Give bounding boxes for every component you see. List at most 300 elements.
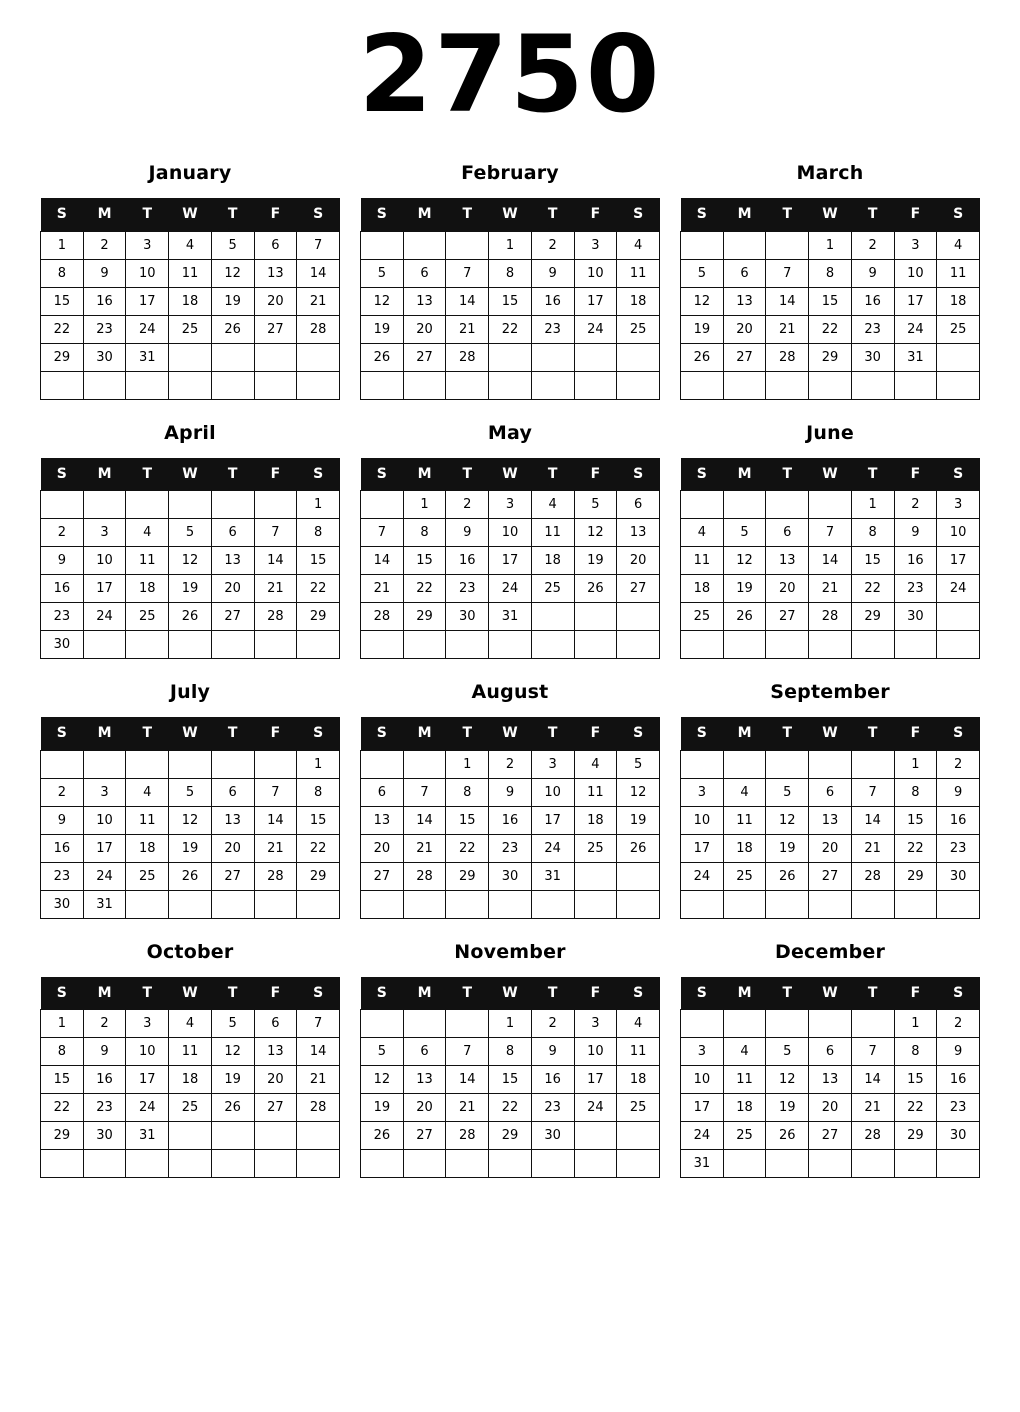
day-cell: 26 — [681, 343, 724, 371]
day-cell: 26 — [723, 603, 766, 631]
day-cell: 7 — [851, 778, 894, 806]
day-cell-empty — [809, 371, 852, 399]
day-cell: 12 — [361, 287, 404, 315]
week-row — [41, 603, 340, 631]
week-row — [681, 547, 980, 575]
weekday-header: T — [446, 458, 489, 491]
month-name: February — [461, 162, 559, 184]
weekday-header: M — [403, 198, 446, 231]
day-cell: 29 — [851, 603, 894, 631]
day-cell: 30 — [531, 1122, 574, 1150]
week-row — [41, 519, 340, 547]
day-cell: 17 — [681, 1094, 724, 1122]
week-row — [681, 1122, 980, 1150]
day-cell: 25 — [169, 315, 212, 343]
weekday-header: F — [574, 717, 617, 750]
week-row — [41, 1066, 340, 1094]
day-cell: 17 — [937, 547, 980, 575]
weekday-header-row — [361, 198, 660, 231]
day-cell: 1 — [446, 750, 489, 778]
day-cell: 24 — [681, 862, 724, 890]
day-cell: 21 — [446, 315, 489, 343]
month-name: July — [169, 681, 211, 703]
day-cell: 29 — [297, 603, 340, 631]
day-cell: 5 — [361, 259, 404, 287]
day-cell: 7 — [361, 519, 404, 547]
day-cell: 5 — [169, 519, 212, 547]
week-row — [681, 890, 980, 918]
day-cell: 24 — [574, 315, 617, 343]
day-cell: 13 — [361, 806, 404, 834]
day-cell: 14 — [851, 1066, 894, 1094]
weekday-header: M — [403, 717, 446, 750]
day-cell: 12 — [681, 287, 724, 315]
day-cell-empty — [297, 1150, 340, 1178]
day-cell: 30 — [937, 862, 980, 890]
day-cell: 9 — [937, 1038, 980, 1066]
day-cell-empty — [211, 631, 254, 659]
day-cell: 13 — [723, 287, 766, 315]
day-cell: 4 — [723, 778, 766, 806]
day-cell-empty — [126, 750, 169, 778]
day-cell: 15 — [851, 547, 894, 575]
day-cell: 11 — [723, 806, 766, 834]
day-cell: 5 — [211, 1010, 254, 1038]
weekday-header: F — [574, 458, 617, 491]
day-cell: 4 — [531, 491, 574, 519]
day-cell: 1 — [403, 491, 446, 519]
day-cell: 17 — [574, 287, 617, 315]
day-cell: 10 — [126, 1038, 169, 1066]
day-cell: 9 — [531, 1038, 574, 1066]
day-cell: 18 — [723, 1094, 766, 1122]
week-row — [41, 287, 340, 315]
day-cell: 18 — [126, 575, 169, 603]
week-row — [361, 519, 660, 547]
week-row — [361, 315, 660, 343]
day-cell: 12 — [723, 547, 766, 575]
day-cell: 5 — [766, 1038, 809, 1066]
day-cell: 4 — [126, 519, 169, 547]
weekday-header: T — [126, 198, 169, 231]
day-cell: 14 — [851, 806, 894, 834]
month-block-february — [350, 156, 670, 400]
day-cell-empty — [211, 1150, 254, 1178]
weekday-header: S — [361, 977, 404, 1010]
day-cell-empty — [211, 343, 254, 371]
weekday-header: T — [126, 717, 169, 750]
day-cell: 22 — [41, 315, 84, 343]
day-cell-empty — [361, 491, 404, 519]
day-cell: 29 — [403, 603, 446, 631]
day-cell: 3 — [83, 519, 126, 547]
day-cell: 9 — [446, 519, 489, 547]
day-cell: 22 — [446, 834, 489, 862]
day-cell: 31 — [126, 1122, 169, 1150]
day-cell: 12 — [169, 806, 212, 834]
day-cell-empty — [297, 343, 340, 371]
day-cell-empty — [403, 750, 446, 778]
day-cell-empty — [83, 631, 126, 659]
day-cell: 14 — [809, 547, 852, 575]
day-cell: 5 — [574, 491, 617, 519]
weekday-header: W — [809, 717, 852, 750]
day-cell: 9 — [531, 259, 574, 287]
week-row — [361, 1066, 660, 1094]
day-cell: 3 — [681, 778, 724, 806]
day-cell: 28 — [446, 343, 489, 371]
week-row — [41, 547, 340, 575]
day-cell: 11 — [169, 259, 212, 287]
day-cell: 25 — [723, 862, 766, 890]
day-cell: 31 — [681, 1150, 724, 1178]
day-cell: 30 — [489, 862, 532, 890]
week-row — [361, 575, 660, 603]
day-cell: 13 — [211, 806, 254, 834]
day-cell: 14 — [297, 1038, 340, 1066]
weekday-header: S — [297, 458, 340, 491]
day-cell-empty — [681, 750, 724, 778]
day-cell: 19 — [169, 575, 212, 603]
weekday-header-row — [361, 458, 660, 491]
day-cell: 3 — [574, 1010, 617, 1038]
day-cell: 11 — [937, 259, 980, 287]
day-cell: 30 — [851, 343, 894, 371]
day-cell: 8 — [894, 778, 937, 806]
week-row — [681, 834, 980, 862]
day-cell: 23 — [531, 315, 574, 343]
day-cell: 4 — [169, 1010, 212, 1038]
day-cell: 20 — [809, 834, 852, 862]
week-row — [681, 287, 980, 315]
weekday-header: T — [211, 198, 254, 231]
day-cell-empty — [766, 1010, 809, 1038]
day-cell: 26 — [766, 1122, 809, 1150]
day-cell-empty — [403, 890, 446, 918]
day-cell: 24 — [574, 1094, 617, 1122]
weekday-header-row — [41, 977, 340, 1010]
day-cell: 2 — [83, 231, 126, 259]
week-row — [681, 343, 980, 371]
day-cell: 17 — [83, 834, 126, 862]
weekday-header: T — [531, 198, 574, 231]
day-cell: 12 — [766, 1066, 809, 1094]
day-cell: 25 — [169, 1094, 212, 1122]
day-cell-empty — [809, 631, 852, 659]
day-cell-empty — [617, 343, 660, 371]
day-cell: 3 — [489, 491, 532, 519]
day-cell: 4 — [126, 778, 169, 806]
day-cell-empty — [446, 1010, 489, 1038]
week-row — [41, 371, 340, 399]
week-row — [41, 1150, 340, 1178]
day-cell-empty — [766, 631, 809, 659]
day-cell: 25 — [723, 1122, 766, 1150]
day-cell: 5 — [361, 1038, 404, 1066]
day-cell: 23 — [851, 315, 894, 343]
day-cell: 20 — [211, 834, 254, 862]
day-cell-empty — [531, 603, 574, 631]
day-cell: 28 — [361, 603, 404, 631]
day-cell-empty — [574, 343, 617, 371]
day-cell: 26 — [766, 862, 809, 890]
day-cell: 16 — [446, 547, 489, 575]
day-cell: 7 — [851, 1038, 894, 1066]
day-cell: 28 — [766, 343, 809, 371]
day-cell-empty — [937, 631, 980, 659]
day-cell: 6 — [361, 778, 404, 806]
day-cell-empty — [489, 1150, 532, 1178]
day-cell: 26 — [169, 862, 212, 890]
day-cell: 21 — [446, 1094, 489, 1122]
day-cell: 8 — [41, 259, 84, 287]
week-row — [681, 519, 980, 547]
day-cell: 18 — [169, 1066, 212, 1094]
week-row — [41, 862, 340, 890]
day-cell: 10 — [937, 519, 980, 547]
day-cell: 19 — [766, 1094, 809, 1122]
day-cell: 30 — [937, 1122, 980, 1150]
day-cell: 8 — [41, 1038, 84, 1066]
day-cell-empty — [617, 1150, 660, 1178]
month-name: November — [454, 940, 566, 963]
day-cell: 26 — [617, 834, 660, 862]
day-cell-empty — [254, 1122, 297, 1150]
week-row — [361, 750, 660, 778]
day-cell: 25 — [937, 315, 980, 343]
weekday-header: T — [211, 458, 254, 491]
day-cell: 4 — [169, 231, 212, 259]
day-cell: 6 — [766, 519, 809, 547]
day-cell: 28 — [851, 1122, 894, 1150]
day-cell-empty — [403, 1010, 446, 1038]
day-cell-empty — [361, 631, 404, 659]
weekday-header: T — [446, 717, 489, 750]
day-cell: 29 — [489, 1122, 532, 1150]
day-cell: 19 — [361, 1094, 404, 1122]
weekday-header: F — [254, 977, 297, 1010]
day-cell: 8 — [297, 778, 340, 806]
day-cell: 18 — [574, 806, 617, 834]
day-cell: 24 — [83, 603, 126, 631]
week-row — [41, 1038, 340, 1066]
day-cell: 1 — [809, 231, 852, 259]
day-cell: 15 — [809, 287, 852, 315]
day-cell: 21 — [851, 1094, 894, 1122]
week-row — [41, 778, 340, 806]
day-cell: 1 — [489, 231, 532, 259]
day-cell-empty — [489, 343, 532, 371]
weekday-header: M — [723, 458, 766, 491]
day-cell: 7 — [446, 259, 489, 287]
day-cell: 28 — [809, 603, 852, 631]
day-cell: 29 — [446, 862, 489, 890]
day-cell: 6 — [403, 1038, 446, 1066]
day-cell-empty — [574, 1150, 617, 1178]
weekday-header: S — [617, 198, 660, 231]
day-cell-empty — [489, 890, 532, 918]
day-cell: 20 — [809, 1094, 852, 1122]
day-cell-empty — [531, 343, 574, 371]
week-row — [41, 806, 340, 834]
weekday-header: T — [211, 717, 254, 750]
week-row — [681, 631, 980, 659]
day-cell: 10 — [574, 1038, 617, 1066]
day-cell: 27 — [403, 1122, 446, 1150]
day-cell: 4 — [617, 231, 660, 259]
day-cell-empty — [766, 1150, 809, 1178]
day-cell: 1 — [297, 491, 340, 519]
weekday-header: W — [809, 977, 852, 1010]
month-block-january — [30, 156, 350, 400]
month-block-november — [350, 935, 670, 1179]
week-row — [41, 834, 340, 862]
day-cell-empty — [723, 1010, 766, 1038]
day-cell: 2 — [531, 1010, 574, 1038]
weekday-header: T — [211, 977, 254, 1010]
day-cell-empty — [723, 371, 766, 399]
day-cell: 19 — [361, 315, 404, 343]
week-row — [361, 491, 660, 519]
day-cell: 3 — [574, 231, 617, 259]
weekday-header-row — [41, 458, 340, 491]
day-cell-empty — [83, 750, 126, 778]
weekday-header: S — [297, 717, 340, 750]
day-cell: 11 — [169, 1038, 212, 1066]
day-cell: 11 — [531, 519, 574, 547]
day-cell: 21 — [403, 834, 446, 862]
day-cell: 26 — [361, 1122, 404, 1150]
day-cell: 24 — [531, 834, 574, 862]
day-cell-empty — [809, 1150, 852, 1178]
weekday-header: S — [41, 717, 84, 750]
day-cell-empty — [937, 890, 980, 918]
day-cell-empty — [446, 631, 489, 659]
weekday-header: T — [531, 458, 574, 491]
day-cell: 19 — [211, 1066, 254, 1094]
day-cell: 16 — [937, 806, 980, 834]
day-cell: 15 — [41, 1066, 84, 1094]
day-cell: 13 — [766, 547, 809, 575]
day-cell-empty — [169, 343, 212, 371]
day-cell: 23 — [894, 575, 937, 603]
day-cell: 18 — [169, 287, 212, 315]
day-cell-empty — [617, 890, 660, 918]
day-cell-empty — [851, 631, 894, 659]
weekday-header: T — [126, 458, 169, 491]
day-cell: 21 — [766, 315, 809, 343]
day-cell-empty — [851, 750, 894, 778]
day-cell: 21 — [254, 834, 297, 862]
day-cell: 18 — [617, 1066, 660, 1094]
weekday-header: T — [766, 717, 809, 750]
weekday-header: S — [617, 458, 660, 491]
day-cell: 7 — [446, 1038, 489, 1066]
day-cell-empty — [894, 631, 937, 659]
week-row — [681, 575, 980, 603]
weekday-header-row — [681, 198, 980, 231]
day-cell: 1 — [297, 750, 340, 778]
month-block-may — [350, 416, 670, 660]
day-cell: 16 — [937, 1066, 980, 1094]
month-table — [360, 717, 660, 919]
weekday-header: M — [723, 977, 766, 1010]
weekday-header: S — [937, 717, 980, 750]
week-row — [681, 750, 980, 778]
day-cell: 19 — [723, 575, 766, 603]
day-cell-empty — [489, 371, 532, 399]
weekday-header: M — [83, 198, 126, 231]
day-cell-empty — [574, 603, 617, 631]
weekday-header-row — [681, 977, 980, 1010]
day-cell-empty — [403, 231, 446, 259]
day-cell: 9 — [894, 519, 937, 547]
weekday-header: W — [169, 717, 212, 750]
day-cell: 17 — [681, 834, 724, 862]
day-cell: 22 — [403, 575, 446, 603]
weekday-header: T — [851, 717, 894, 750]
weekday-header: W — [809, 458, 852, 491]
day-cell: 14 — [361, 547, 404, 575]
day-cell: 21 — [851, 834, 894, 862]
week-row — [681, 371, 980, 399]
day-cell-empty — [254, 1150, 297, 1178]
day-cell: 27 — [723, 343, 766, 371]
day-cell-empty — [937, 343, 980, 371]
day-cell: 2 — [41, 778, 84, 806]
weekday-header: S — [681, 717, 724, 750]
day-cell: 12 — [211, 1038, 254, 1066]
day-cell: 9 — [851, 259, 894, 287]
month-block-march — [670, 156, 990, 400]
day-cell: 18 — [531, 547, 574, 575]
day-cell: 13 — [254, 1038, 297, 1066]
weekday-header: M — [403, 458, 446, 491]
day-cell-empty — [937, 1150, 980, 1178]
day-cell: 10 — [681, 1066, 724, 1094]
day-cell: 22 — [851, 575, 894, 603]
day-cell-empty — [681, 371, 724, 399]
day-cell: 22 — [297, 834, 340, 862]
day-cell: 4 — [937, 231, 980, 259]
weekday-header: T — [766, 977, 809, 1010]
day-cell: 21 — [297, 287, 340, 315]
day-cell-empty — [574, 862, 617, 890]
day-cell: 23 — [489, 834, 532, 862]
day-cell: 27 — [211, 603, 254, 631]
day-cell: 23 — [83, 315, 126, 343]
day-cell: 13 — [211, 547, 254, 575]
week-row — [361, 259, 660, 287]
day-cell-empty — [403, 631, 446, 659]
day-cell: 28 — [851, 862, 894, 890]
day-cell: 27 — [403, 343, 446, 371]
day-cell: 15 — [446, 806, 489, 834]
week-row — [41, 575, 340, 603]
week-row — [361, 862, 660, 890]
day-cell: 24 — [894, 315, 937, 343]
day-cell: 14 — [297, 259, 340, 287]
day-cell: 16 — [41, 575, 84, 603]
day-cell: 15 — [403, 547, 446, 575]
month-block-september — [670, 675, 990, 919]
day-cell: 26 — [211, 315, 254, 343]
week-row — [41, 1010, 340, 1038]
day-cell: 19 — [766, 834, 809, 862]
month-table — [40, 977, 340, 1179]
day-cell: 26 — [361, 343, 404, 371]
week-row — [361, 371, 660, 399]
